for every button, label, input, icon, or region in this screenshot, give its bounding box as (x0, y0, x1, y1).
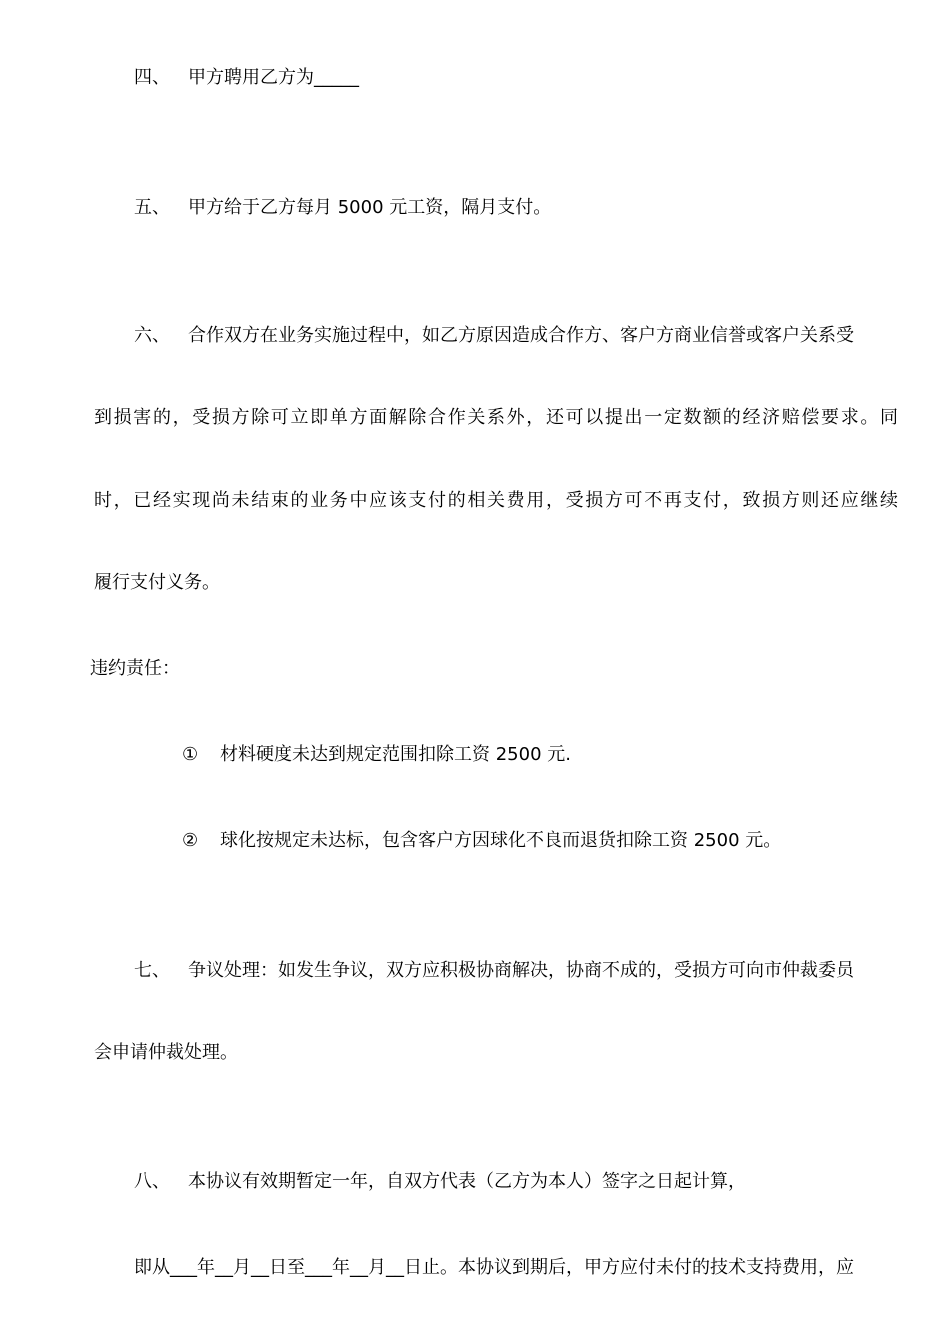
item-text: 球化按规定未达标，包含客户方因球化不良而退货扣除工资 2500 元。 (220, 830, 782, 851)
clause-6-line-4: 履行支付义务。 (94, 572, 220, 593)
clause-text: 合作双方在业务实施过程中，如乙方原因造成合作方、客户方商业信誉或客户关系受 (188, 325, 854, 346)
item-text: 材料硬度未达到规定范围扣除工资 2500 元. (220, 744, 571, 765)
breach-item-2 (182, 829, 781, 853)
clause-7-line-2: 会申请仲裁处理。 (94, 1042, 238, 1063)
clause-text: 甲方给于乙方每月 5000 元工资，隔月支付。 (188, 197, 552, 218)
clause-text: 争议处理：如发生争议，双方应积极协商解决，协商不成的，受损方可向市仲裁委员 (188, 960, 854, 981)
clause-number: 七、 (134, 960, 170, 981)
clause-5 (134, 196, 551, 220)
clause-6-line-1 (134, 324, 897, 348)
clause-number: 五、 (134, 197, 170, 218)
breach-item-1 (182, 743, 571, 767)
clause-6-line-2: 到损害的，受损方除可立即单方面解除合作关系外，还可以提出一定数额的经济赔偿要求。同 (94, 407, 898, 428)
clause-6-line-3: 时，已经实现尚未结束的业务中应该支付的相关费用，受损方可不再支付，致损方则还应继续 (94, 490, 898, 511)
clause-number: 六、 (134, 325, 170, 346)
item-marker: ② (182, 830, 199, 851)
clause-number: 八、 (134, 1171, 170, 1192)
clause-8-line-2: 即从___年__月__日至___年__月__日止。本协议到期后，甲方应付未付的技术支持费用，应 (134, 1257, 854, 1278)
item-marker: ① (182, 744, 199, 765)
clause-7-line-1 (134, 959, 854, 983)
breach-heading: 违约责任： (90, 658, 180, 679)
clause-number: 四、 (134, 67, 170, 88)
clause-8-line-1 (134, 1170, 746, 1194)
clause-text: 甲方聘用乙方为_____ (188, 67, 359, 88)
clause-4 (134, 66, 359, 90)
clause-text: 本协议有效期暂定一年，自双方代表（乙方为本人）签字之日起计算， (188, 1171, 746, 1192)
